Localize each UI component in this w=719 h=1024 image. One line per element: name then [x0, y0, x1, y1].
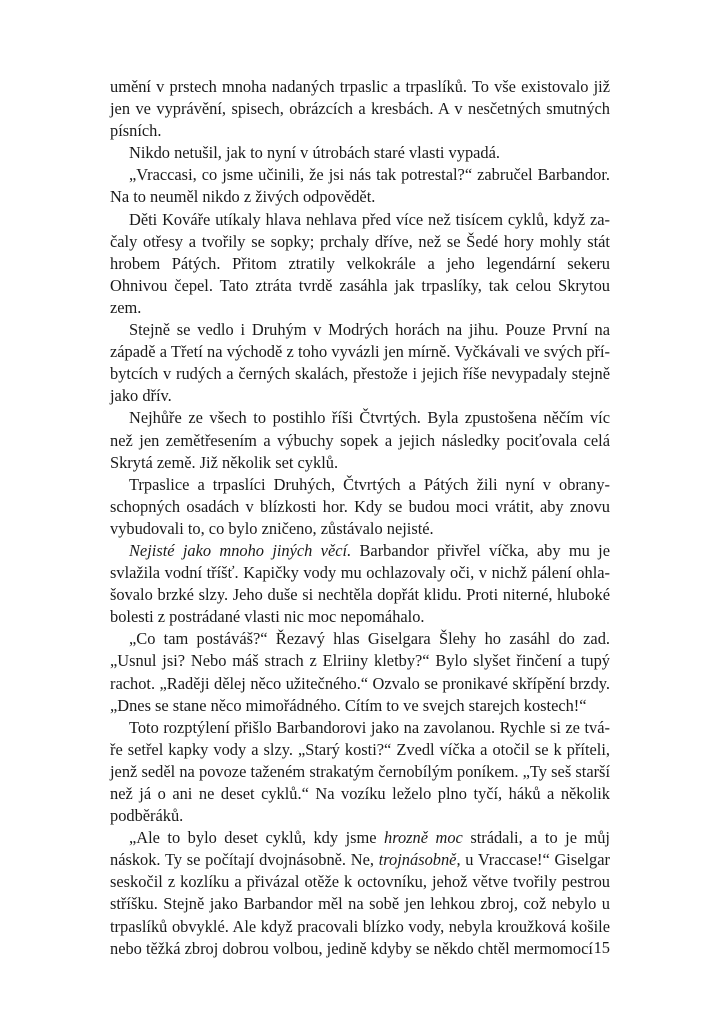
text-run: strádali, a to je můj náskok. Ty se počítají dvojnásobně. Ne,	[110, 828, 610, 870]
text-run: „Ale to bylo deset cyklů, kdy jsme	[129, 828, 385, 848]
text-run: umění v prstech mnoha nadaných trpaslic a trpaslíků. To vše existovalo již jen ve vyprávění, spisech, obrázcích a kresbách. A v nesčetných smutných písních.	[110, 77, 610, 141]
text-run: Děti Kováře utíkaly hlava nehlava před více než tisícem cyklů, když začaly otřesy a tvořily se sopky; prchaly dříve, než se Šedé hory mohly stát hrobem Pátých. Přitom ztratily velkokrále a jeho legendární sekeru Ohnivou čepel. Tato ztráta tvrdě zasáhla jak trpaslíky, tak celou Skrytou zem.	[110, 209, 610, 317]
text-run: , u Vraccase!“ Giselgar seskočil z kozlíku a přivázal otěže k octovníku, jehož větve tvořily pestrou stříšku. Stejně jako Barbandor měl na sobě jen lehkou zbroj, což nebylo u trpaslíků obvyklé. Ale když pracovali blízko vody, nebyla kroužková košile nebo těžká zbroj dobrou volbou, jedině kdyby se někdo chtěl mermomocí	[110, 850, 610, 958]
paragraph	[110, 407, 610, 473]
paragraph	[110, 142, 610, 164]
text-run: Stejně se vedlo i Druhým v Modrých horách na jihu. Pouze První na západě a Třetí na východě z toho vyvázli jen mírně. Vyčkávali ve svých příbytcích v rudých a černých skalách, přestože i jejich říše nevypadaly stejně jako dřív.	[110, 320, 610, 406]
paragraph	[110, 76, 610, 142]
italic-text: Nejisté jako mnoho jiných věcí.	[129, 540, 352, 560]
italic-text: hrozně moc	[384, 828, 463, 848]
text-run: Nikdo netušil, jak to nyní v útrobách staré vlasti vypadá.	[129, 143, 500, 163]
text-run: Barbandor přivřel víčka, aby mu je svlažila vodní tříšť. Kapičky vody mu ochlazovaly oči, v nichž pálení ohlašovalo brzké slzy. Jeho duše si nechtěla dopřát klidu. Proti niterné, hluboké bolesti z postrádané vlasti nic moc nepomáhalo.	[110, 540, 610, 627]
paragraph	[110, 319, 610, 407]
page-text	[110, 76, 610, 960]
paragraph	[110, 827, 610, 960]
paragraph	[110, 717, 610, 827]
paragraph	[110, 540, 610, 628]
text-run: „Vraccasi, co jsme učinili, že jsi nás tak potrestal?“ zabručel Barbandor. Na to neuměl nikdo z živých odpovědět.	[110, 165, 610, 207]
paragraph	[110, 628, 610, 716]
text-run: „Co tam postáváš?“ Řezavý hlas Giselgara Šlehy ho zasáhl do zad. „Usnul jsi? Nebo máš strach z Elriiny kletby?“ Bylo slyšet řinčení a tupý rachot. „Raději dělej něco užitečného.“ Ozvalo se pronikavé skřípění brzdy. „Dnes se stane něco mimořádného. Cítím to ve svejch starejch kostech!“	[110, 629, 610, 715]
paragraph	[110, 474, 610, 540]
paragraph	[110, 164, 610, 208]
italic-text: trojnásobně	[378, 850, 457, 870]
text-run: Toto rozptýlení přišlo Barbandorovi jako na zavolanou. Rychle si ze tváře setřel kapky vody a slzy. „Starý kosti?“ Zvedl víčka a otočil se k příteli, jenž seděl na povoze taženém strakatým černobílým poníkem. „Ty seš starší než já o ani ne deset cyklů.“ Na vozíku leželo plno tyčí, háků a několik podběráků.	[110, 717, 610, 826]
page-number: 15	[593, 938, 610, 957]
paragraph	[110, 209, 610, 319]
text-run: Trpaslice a trpaslíci Druhých, Čtvrtých a Pátých žili nyní v obranyschopných osadách v blízkosti hor. Kdy se budou moci vrátit, aby znovu vybudovali to, co bylo zničeno, zůstávalo nejisté.	[110, 474, 610, 538]
text-run: Nejhůře ze všech to postihlo říši Čtvrtých. Byla zpustošena něčím víc než jen zemětřesením a výbuchy sopek a jejich následky pociťovala celá Skrytá země. Již několik set cyklů.	[110, 408, 610, 472]
